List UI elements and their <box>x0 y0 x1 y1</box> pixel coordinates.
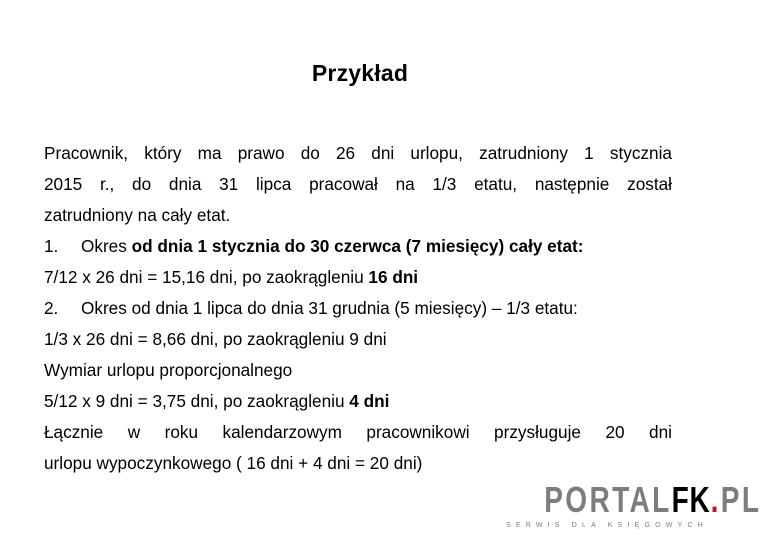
bold-text: od dnia 1 stycznia do 30 czerwca (7 miesięcy) cały etat: <box>131 236 584 256</box>
text-line: Wymiar urlopu proporcjonalnego <box>44 360 293 380</box>
text-line: Łącznie w roku kalendarzowym pracownikowi przysługuje 20 dni <box>44 422 672 442</box>
text-line: 5/12 x 9 dni = 3,75 dni, po zaokrągleniu 4 dni <box>44 391 390 411</box>
text-line: 2015 r., do dnia 31 lipca pracował na 1/3 etatu, następnie został <box>44 174 672 194</box>
text-line: 7/12 x 26 dni = 15,16 dni, po zaokrągleniu 16 dni <box>44 267 419 287</box>
logo-wordmark: PORTALFK.PL <box>544 479 761 520</box>
text-line: zatrudniony na cały etat. <box>44 205 231 225</box>
text-line: urlopu wypoczynkowego ( 16 dni + 4 dni = 20 dni) <box>44 453 423 473</box>
list-text: Okres od dnia 1 stycznia do 30 czerwca (7 miesięcy) cały etat: <box>81 236 584 256</box>
list-item-1 <box>44 231 672 262</box>
bold-text: 16 dni <box>368 267 419 287</box>
logo-tagline: SERWIS DLA KSIĘGOWYCH <box>505 522 708 529</box>
list-item-2 <box>44 293 672 324</box>
list-text: Okres od dnia 1 lipca do dnia 31 grudnia (5 miesięcy) – 1/3 etatu: <box>81 298 578 318</box>
text-line: 1/3 x 26 dni = 8,66 dni, po zaokrągleniu 9 dni <box>44 329 387 349</box>
example-body <box>44 138 672 479</box>
list-number: 2. <box>44 298 59 318</box>
text-line: Pracownik, który ma prawo do 26 dni urlopu, zatrudniony 1 stycznia <box>44 143 672 163</box>
bold-text: 4 dni <box>349 391 390 411</box>
portalfk-logo <box>498 479 761 538</box>
slide-title: Przykład <box>311 60 409 86</box>
list-number: 1. <box>44 236 59 256</box>
